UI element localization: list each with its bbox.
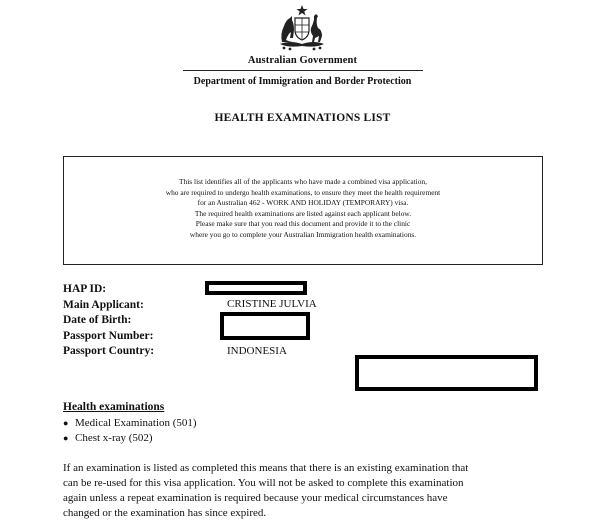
notice-box — [63, 156, 543, 265]
bullet-icon: ● — [63, 418, 69, 428]
bullet-icon: ● — [63, 433, 69, 443]
main-applicant-value: CRISTINE JULVIA — [227, 298, 317, 310]
date-of-birth-redaction — [220, 312, 310, 340]
completion-note — [63, 461, 543, 521]
notice-text — [64, 177, 542, 240]
coat-of-arms-icon — [270, 4, 334, 54]
passport-country-value: INDONESIA — [227, 345, 287, 357]
note-line: can be re-used for this visa application. You will not be asked to complete this examination — [63, 477, 464, 489]
notice-line: who are required to undergo health examinations, to ensure they meet the health requirement — [165, 187, 441, 197]
notice-line: where you go to complete your Australian Immigration health examinations. — [189, 229, 417, 239]
hap-id-label: HAP ID: — [63, 283, 107, 295]
passport-number-label: Passport Number: — [63, 329, 154, 342]
health-examinations-list — [63, 416, 197, 446]
health-examinations-heading: Health examinations — [63, 401, 165, 413]
main-applicant-label: Main Applicant: — [63, 298, 144, 311]
government-name: Australian Government — [247, 55, 358, 66]
date-of-birth-label: Date of Birth: — [63, 314, 132, 326]
note-line: changed or the examination has since expired. — [63, 507, 267, 519]
department-name: Department of Immigration and Border Protection — [193, 76, 412, 87]
hap-id-redaction — [205, 281, 307, 295]
exam-item-label: Chest x-ray (502) — [75, 432, 153, 444]
passport-number-redaction — [355, 355, 538, 391]
exam-item-label: Medical Examination (501) — [75, 417, 197, 429]
header-divider — [183, 70, 423, 71]
notice-line: for an Australian 462 - WORK AND HOLIDAY (TEMPORARY) visa. — [197, 198, 409, 207]
notice-line: This list identifies all of the applicants who have made a combined visa application, — [179, 177, 427, 186]
passport-country-label: Passport Country: — [63, 345, 155, 357]
list-item — [63, 431, 197, 446]
notice-line: The required health examinations are listed against each applicant below. — [194, 208, 412, 218]
list-item — [63, 416, 197, 431]
note-line: again unless a repeat examination is required because your medical circumstances have — [63, 492, 448, 504]
applicant-field-labels — [63, 282, 154, 360]
note-line: If an examination is listed as completed this means that there is an existing examination that — [63, 462, 469, 474]
document-title: HEALTH EXAMINATIONS LIST — [214, 112, 391, 124]
notice-line: Please make sure that you read this document and provide it to the clinic — [195, 219, 411, 228]
